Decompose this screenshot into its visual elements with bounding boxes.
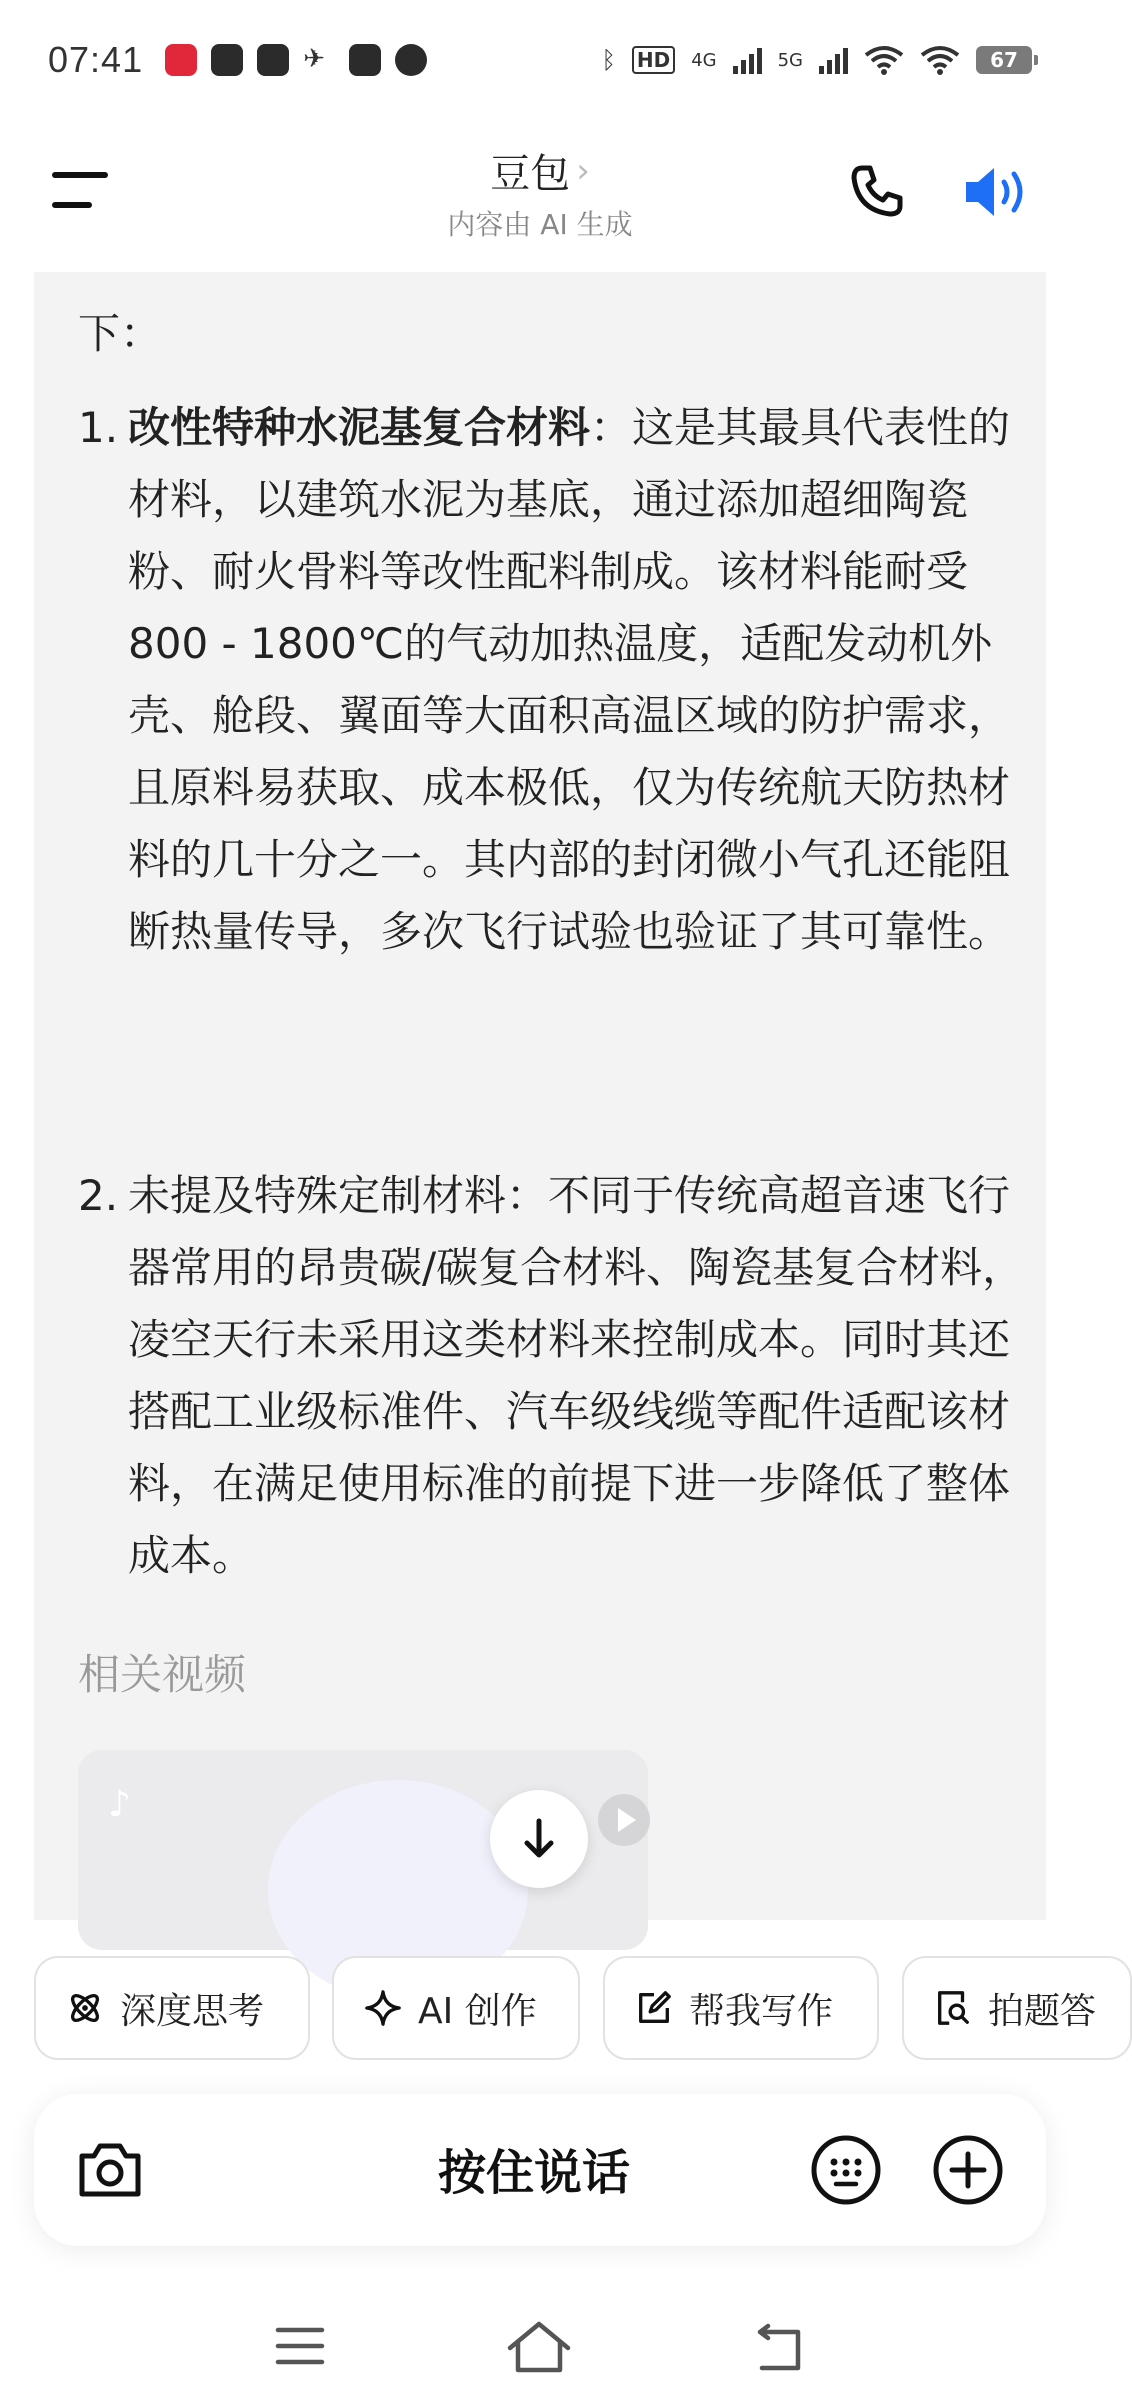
play-app-icon — [349, 44, 381, 76]
wifi-icon — [920, 45, 960, 75]
atom-icon — [66, 1989, 104, 2027]
bot-name: 豆包 — [490, 151, 571, 197]
network-4g-label: 4G — [691, 49, 717, 71]
list-item-body: ：这是其最具代表性的材料，以建筑水泥为基底，通过添加超细陶瓷粉、耐火骨料等改性配料制成。该材料能耐受800 - 1800℃的气动加热温度，适配发动机外壳、舱段、翼面等大面积高温区域的防护需求，且原料易获取、成本极低，仅为传统航天防热材料的几十分之一。其内部的封闭微小气孔还能阻断热量传导，多次飞行试验也验证了其可靠性。 — [128, 403, 1011, 956]
bird-icon: ✈ — [303, 44, 325, 74]
home-icon[interactable] — [506, 2320, 572, 2374]
app-notification-icon — [395, 44, 427, 76]
plus-icon[interactable] — [932, 2134, 1004, 2206]
list-item-text — [128, 1160, 1030, 1592]
status-time: 07:41 — [48, 39, 144, 80]
battery-icon: 67 — [976, 46, 1032, 74]
related-videos-label: 相关视频 — [78, 1650, 247, 1699]
chip-photo-question[interactable] — [902, 1956, 1132, 2060]
telegram-icon — [211, 44, 243, 76]
notification-icons — [165, 44, 427, 76]
chip-deep-think[interactable] — [34, 1956, 310, 2060]
list-number: 2. — [78, 1171, 119, 1220]
play-icon[interactable] — [598, 1794, 650, 1846]
recents-icon[interactable] — [276, 2326, 324, 2366]
keyboard-icon[interactable] — [810, 2134, 882, 2206]
list-item — [78, 392, 1030, 968]
network-5g-label: 5G — [777, 49, 803, 71]
signal-icon — [733, 46, 762, 74]
scroll-to-bottom-button[interactable] — [490, 1790, 588, 1888]
list-item-bold: 改性特种水泥基复合材料 — [128, 403, 591, 452]
signal-icon — [819, 46, 848, 74]
tiktok-icon: ♪ — [108, 1784, 131, 1825]
status-bar — [0, 0, 1080, 120]
list-item-text — [128, 392, 1030, 968]
input-bar — [34, 2094, 1046, 2246]
back-icon[interactable] — [754, 2322, 804, 2372]
chip-ai-create[interactable] — [332, 1956, 580, 2060]
chat-header — [0, 120, 1080, 270]
arrow-down-icon — [519, 1817, 559, 1861]
assistant-message-bubble — [34, 272, 1046, 1920]
menu-icon[interactable] — [52, 172, 112, 212]
hd-icon: HD — [632, 46, 675, 74]
sparkle-icon — [364, 1989, 402, 2027]
chat-title-area[interactable] — [340, 142, 740, 243]
ai-generated-notice: 内容由 AI 生成 — [447, 208, 633, 241]
app-notification-icon — [257, 44, 289, 76]
speaker-icon[interactable] — [962, 160, 1032, 224]
chip-label: 深度思考 — [120, 1990, 265, 2032]
chat-title[interactable] — [490, 142, 590, 199]
app-notification-icon — [165, 44, 197, 76]
bluetooth-icon: ᛒ — [601, 46, 616, 74]
edit-icon — [635, 1989, 673, 2027]
wifi-icon — [864, 45, 904, 75]
suggestion-chips — [0, 1956, 1097, 2060]
phone-icon[interactable] — [844, 160, 908, 224]
status-indicators — [601, 45, 1032, 75]
list-number: 1. — [78, 403, 119, 452]
list-item — [78, 1160, 1030, 1592]
system-nav-bar — [0, 2290, 1080, 2408]
chevron-right-icon: › — [576, 150, 590, 191]
chip-label: 帮我写作 — [689, 1990, 834, 2032]
hold-to-talk-button[interactable]: 按住说话 — [437, 2145, 630, 2201]
chip-help-write[interactable] — [603, 1956, 879, 2060]
list-item-body: 未提及特殊定制材料：不同于传统高超音速飞行器常用的昂贵碳/碳复合材料、陶瓷基复合材料，凌空天行未采用这类材料来控制成本。同时其还搭配工业级标准件、汽车级线缆等配件适配该材料，在满足使用标准的前提下进一步降低了整体成本。 — [128, 1171, 1025, 1580]
message-intro-tail: 下： — [78, 309, 163, 358]
chip-label: 拍题答 — [988, 1990, 1097, 2032]
chip-label: AI 创作 — [418, 1990, 537, 2032]
camera-icon[interactable] — [76, 2136, 144, 2204]
photo-search-icon — [934, 1989, 972, 2027]
